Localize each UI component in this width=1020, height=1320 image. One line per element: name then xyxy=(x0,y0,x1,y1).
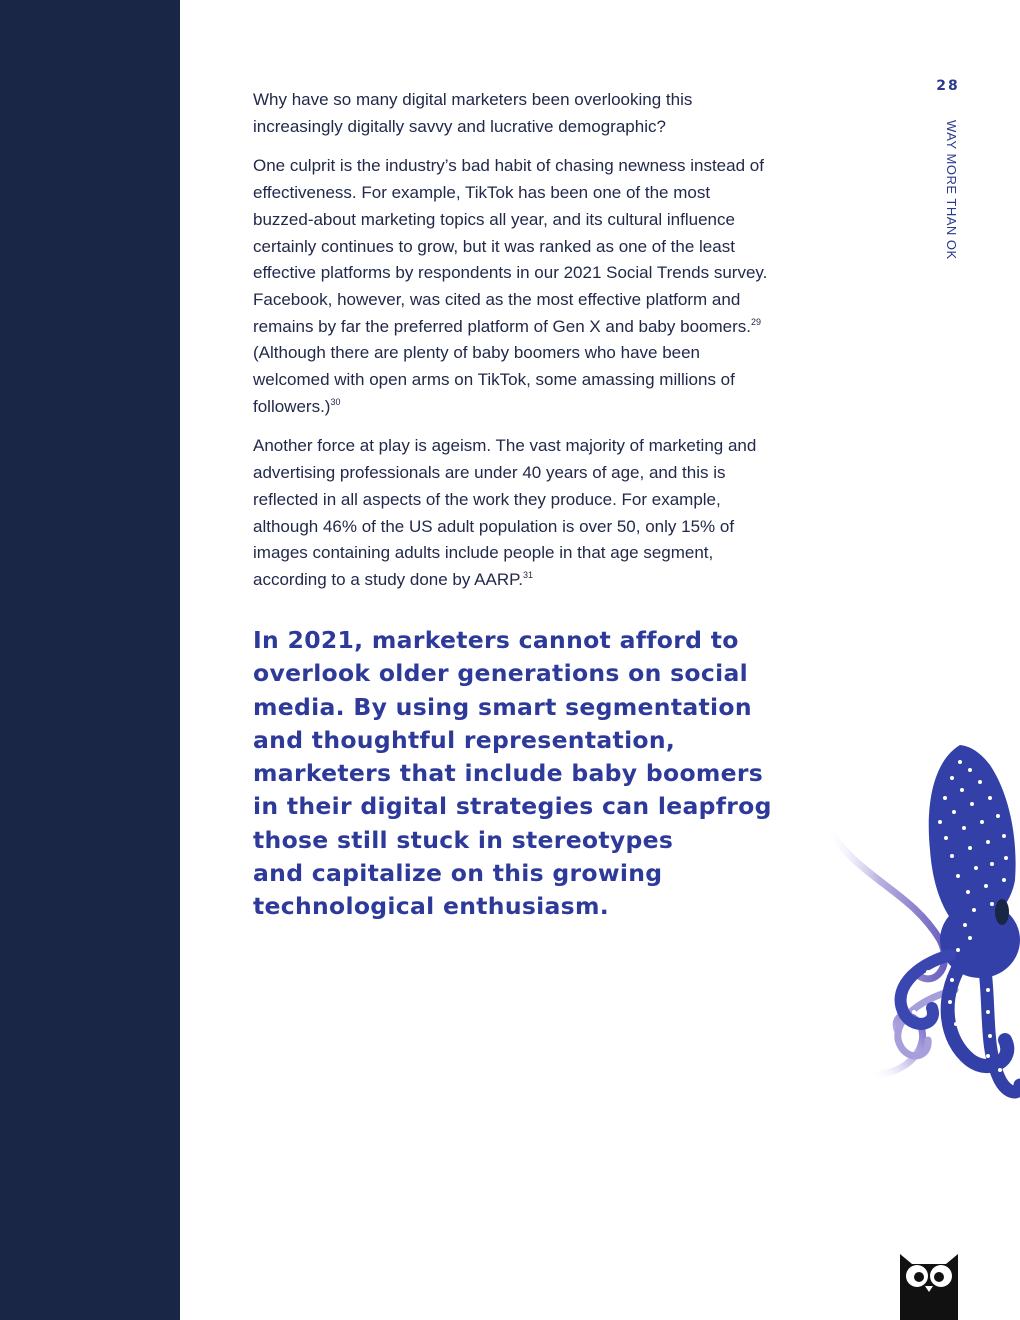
pull-quote-line: technological enthusiasm. xyxy=(253,892,609,921)
pull-quote-line: media. By using smart segmentation xyxy=(253,692,752,721)
pull-quote-line: In 2021, marketers cannot afford to xyxy=(253,626,739,654)
paragraph-2-text-a: One culprit is the industry’s bad habit of chasing newness instead of effectiveness. For example, TikTok has been one of the most buzzed-about marketing topics all year, and its cultural influence certainly continues to grow, but it was ranked as one of the least effective platforms by respondents in our 2021 Social Trends survey. Facebook, however, was cited as the most effective platform and remains by far the preferred platform of Gen X and baby boomers. xyxy=(253,156,768,336)
squid-illustration xyxy=(820,740,1020,1110)
owl-logo-icon xyxy=(896,1248,962,1320)
pull-quote-line: overlook older generations on social xyxy=(253,659,748,688)
paragraph-3 xyxy=(253,433,773,593)
footnote-ref-30: 30 xyxy=(330,396,341,407)
pull-quote-line: and thoughtful representation, xyxy=(253,725,676,754)
paragraph-1 xyxy=(253,87,773,140)
left-sidebar-band xyxy=(0,0,180,1320)
pull-quote-line: marketers that include baby boomers xyxy=(253,759,764,788)
pull-quote-line: and capitalize on this growing xyxy=(253,859,663,888)
pull-quote-line: in their digital strategies can leapfrog xyxy=(253,792,772,821)
running-title: WAY MORE THAN OK xyxy=(944,120,959,260)
paragraph-2-text-b: (Although there are plenty of baby boomers who have been welcomed with open arms on TikTok, some amassing millions of followers.) xyxy=(253,343,735,416)
paragraph-3-text: Another force at play is ageism. The vast majority of marketing and advertising professionals are under 40 years of age, and this is reflected in all aspects of the work they produce. For example, although 46% of the US adult population is over 50, only 15% of images containing adults include people in that age segment, according to a study done by AARP. xyxy=(253,436,757,589)
body-text xyxy=(253,87,773,607)
pull-quote-line: those still stuck in stereotypes xyxy=(253,825,674,854)
paragraph-1-text: Why have so many digital marketers been overlooking this increasingly digitally savvy and lucrative demographic? xyxy=(253,90,693,136)
pull-quote xyxy=(253,624,773,924)
page-number: 28 xyxy=(936,78,960,94)
footnote-ref-31: 31 xyxy=(522,569,533,580)
paragraph-2 xyxy=(253,153,773,420)
footnote-ref-29: 29 xyxy=(750,316,761,327)
